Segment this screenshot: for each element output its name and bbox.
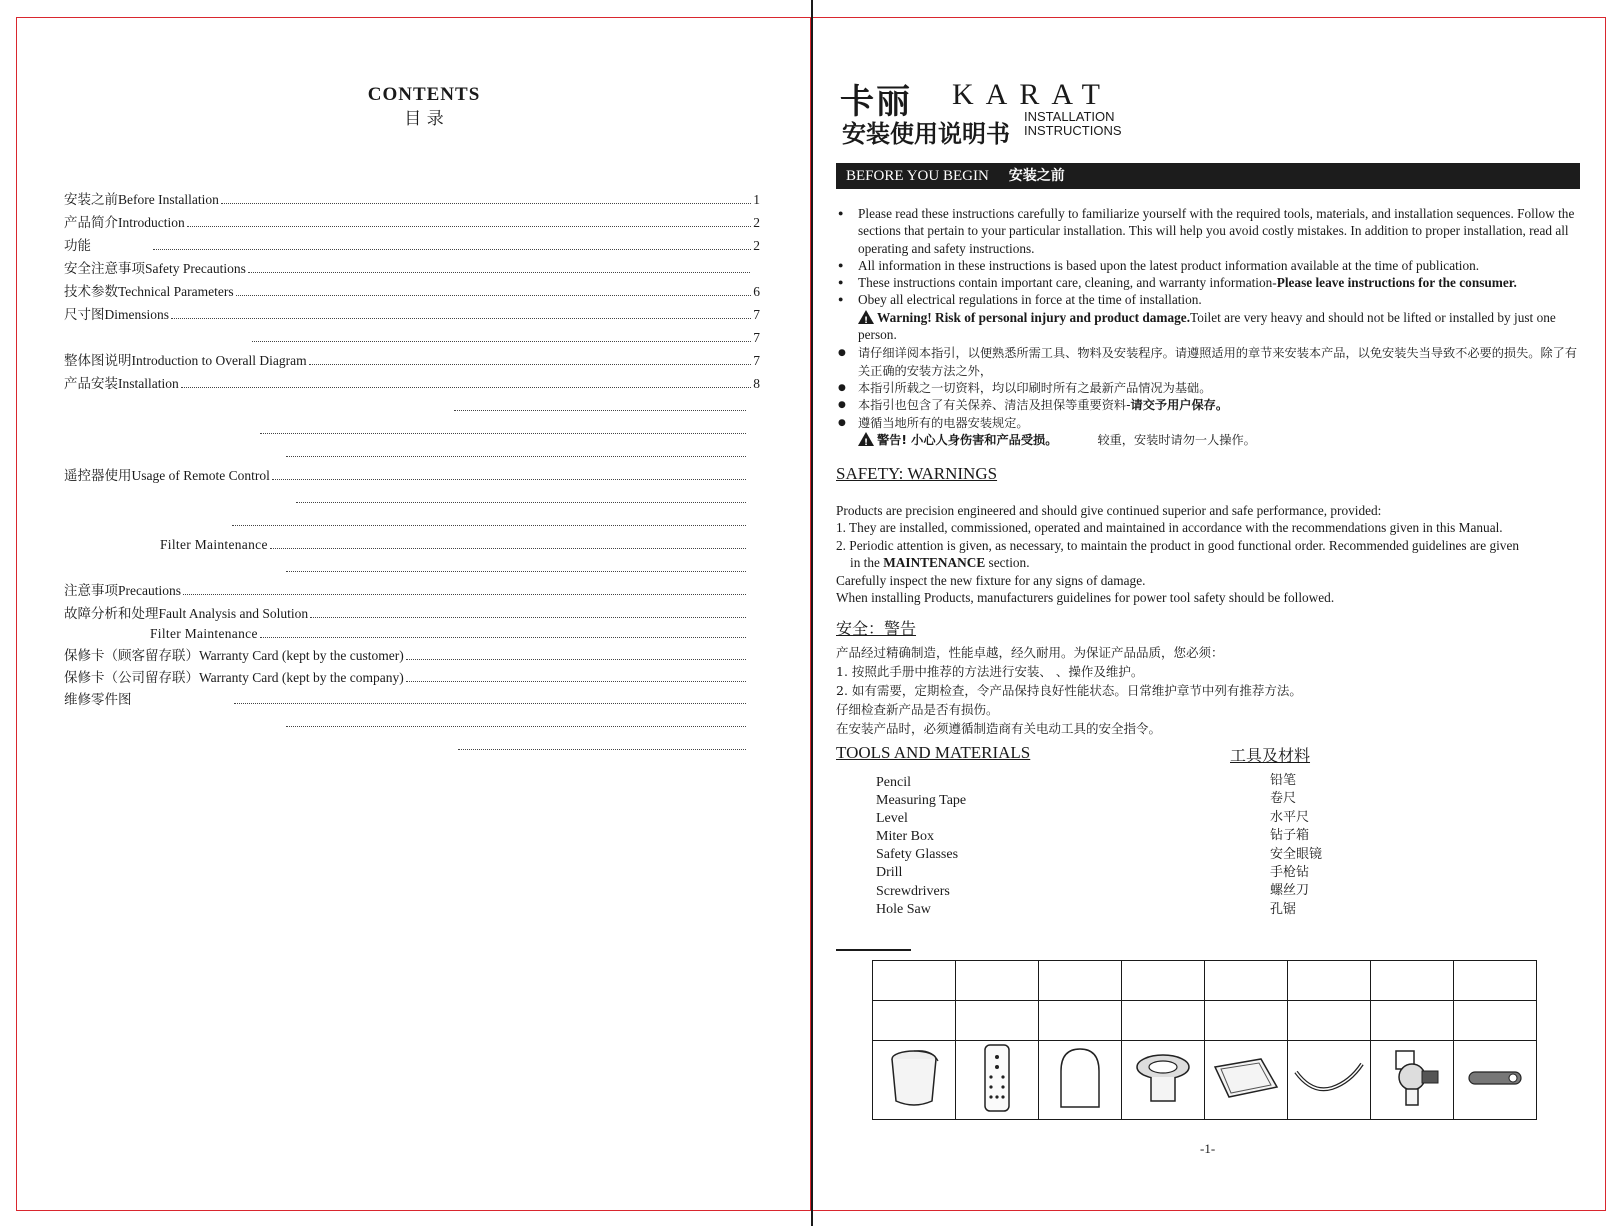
toc-entry bbox=[64, 190, 760, 208]
parts-heading-rule bbox=[836, 949, 911, 951]
parts-cell bbox=[1122, 961, 1205, 1001]
toc-entry bbox=[64, 690, 748, 708]
parts-cell bbox=[873, 961, 956, 1001]
toc-leader-dots bbox=[286, 456, 746, 457]
parts-cell bbox=[956, 1001, 1039, 1041]
before-you-begin-list bbox=[836, 205, 1581, 449]
tool-item-cn: 钻子箱 bbox=[1270, 828, 1310, 844]
toc-entry-label: 注意事项Precautions bbox=[64, 583, 181, 598]
toc-leader-dots bbox=[454, 410, 746, 411]
parts-cell bbox=[1039, 961, 1122, 1001]
toc-leader-dots bbox=[270, 548, 746, 549]
contents-title-cn: 目 录 bbox=[404, 109, 444, 129]
toilet-icon bbox=[878, 1045, 950, 1111]
toc-entry-label: 技术参数Technical Parameters bbox=[64, 284, 234, 299]
list-item bbox=[836, 274, 1581, 291]
parts-cell bbox=[1371, 1001, 1454, 1041]
toc-entry-label: 功能 bbox=[64, 238, 91, 253]
parts-cell bbox=[1039, 1041, 1122, 1120]
toc-entry bbox=[64, 581, 748, 599]
list-item: ● All information in these instructions is based upon the latest product information available at the time of publication. bbox=[836, 257, 1581, 274]
parts-cell bbox=[1454, 1001, 1537, 1041]
parts-cell bbox=[956, 961, 1039, 1001]
toc-leader-dots bbox=[260, 637, 746, 638]
parts-cell bbox=[1454, 961, 1537, 1001]
toc-entry bbox=[64, 604, 748, 622]
toc-leader-dots bbox=[183, 594, 746, 595]
list-item: ● Obey all electrical regulations in force at the time of installation. bbox=[836, 291, 1581, 308]
safety-warnings-heading-cn: 安全：警告 bbox=[836, 619, 917, 638]
toc-entry bbox=[230, 512, 748, 530]
toc-leader-dots bbox=[406, 659, 746, 660]
safety-line-part: section. bbox=[985, 555, 1030, 571]
toc-entry bbox=[452, 397, 748, 415]
toc-entry-label: 保修卡（公司留存联）Warranty Card (kept by the company) bbox=[64, 670, 404, 685]
parts-cell bbox=[873, 1041, 956, 1120]
flange-ring-icon bbox=[1131, 1045, 1195, 1111]
tool-item: Drill bbox=[876, 865, 903, 881]
seat-cover-icon bbox=[1055, 1045, 1105, 1111]
tool-item-cn: 水平尺 bbox=[1270, 809, 1310, 825]
parts-cell bbox=[1039, 1001, 1122, 1041]
toc-entry-label: Filter Maintenance bbox=[150, 626, 258, 641]
toc-entry bbox=[64, 646, 748, 664]
parts-cell bbox=[1454, 1041, 1537, 1120]
tool-item: Screwdrivers bbox=[876, 883, 950, 899]
safety-line-cn: 产品经过精确制造，性能卓越，经久耐用。为保证产品品质，您必须： bbox=[836, 645, 1224, 660]
angle-valve-icon bbox=[1382, 1043, 1442, 1113]
toc-leader-dots bbox=[187, 226, 752, 227]
tool-item: Measuring Tape bbox=[876, 793, 967, 809]
safety-line bbox=[836, 554, 1581, 571]
document-title-en-line2: INSTRUCTIONS bbox=[1024, 123, 1122, 138]
toc-entry-page: 7 bbox=[753, 307, 760, 322]
toc-leader-dots bbox=[286, 726, 746, 727]
toc-entry-page: 2 bbox=[753, 215, 760, 230]
toc-leader-dots bbox=[260, 433, 746, 434]
toc-entry bbox=[456, 736, 748, 754]
safety-line: 1. They are installed, commissioned, operated and maintained in accordance with the recommendations given in this Manual. bbox=[836, 520, 1503, 536]
list-item-text: 本指引也包含了有关保养、清洁及担保等重要资料- bbox=[858, 398, 1131, 413]
warning-text-en: Toilet are very heavy and should not be lifted or installed by just one person. bbox=[858, 309, 1556, 343]
document-title-cn: 安装使用说明书 bbox=[842, 119, 1010, 148]
parts-cell bbox=[1122, 1041, 1205, 1120]
hose-icon bbox=[1292, 1058, 1366, 1098]
toc-entry-page: 8 bbox=[753, 376, 760, 391]
list-item-text: These instructions contain important care, cleaning, and warranty information- bbox=[858, 275, 1277, 291]
toc-leader-dots bbox=[406, 681, 746, 682]
toc-entry-label: 保修卡（顾客留存联）Warranty Card (kept by the customer) bbox=[64, 648, 404, 663]
tool-item-cn: 孔锯 bbox=[1270, 901, 1297, 917]
toc-entry bbox=[64, 351, 760, 369]
toc-leader-dots bbox=[296, 502, 746, 503]
parts-cell bbox=[873, 1001, 956, 1041]
parts-cell bbox=[1288, 961, 1371, 1001]
list-item-cn: ● 请仔细详阅本指引，以便熟悉所需工具、物料及安装程序。请遵照适用的章节来安装本产品，以免安装失当导致不必要的损失。除了有关正确的安装方法之外， bbox=[836, 345, 1581, 380]
toc-entry bbox=[64, 282, 760, 300]
safety-line: Products are precision engineered and should give continued superior and safe performance, provided: bbox=[836, 503, 1382, 518]
toc-entry-label: Filter Maintenance bbox=[160, 537, 268, 552]
toc-entry bbox=[258, 420, 748, 438]
toc-entry bbox=[284, 558, 748, 576]
list-item-cn: ● 本指引所载之一切资料，均以印刷时所有之最新产品情况为基础。 bbox=[836, 380, 1581, 397]
warning-bold-en: Warning! Risk of personal injury and product damage. bbox=[877, 309, 1191, 325]
center-divider bbox=[811, 0, 813, 1226]
safety-warnings-text-cn bbox=[836, 643, 1581, 738]
toc-entry bbox=[284, 443, 748, 461]
toc-entry-label: 安装之前Before Installation bbox=[64, 192, 219, 207]
section-header-before-you-begin bbox=[836, 163, 1580, 189]
toc-leader-dots bbox=[181, 387, 752, 388]
toc-entry bbox=[250, 328, 760, 346]
tools-list-en bbox=[876, 774, 966, 919]
document-title-en-line1: INSTALLATION bbox=[1024, 109, 1115, 124]
parts-cell bbox=[1371, 1041, 1454, 1120]
mat-icon bbox=[1211, 1053, 1281, 1103]
maintenance-emphasis: MAINTENANCE bbox=[883, 555, 986, 571]
toc-entry bbox=[160, 535, 748, 553]
tools-heading: TOOLS AND MATERIALS bbox=[836, 743, 1031, 762]
warning-triangle-icon bbox=[858, 432, 874, 446]
toc-leader-dots bbox=[310, 617, 746, 618]
toc-leader-dots bbox=[232, 525, 746, 526]
safety-line-cn: 在安装产品时，必须遵循制造商有关电动工具的安全指令。 bbox=[836, 721, 1162, 736]
toc-entry bbox=[64, 466, 748, 484]
toc-entry bbox=[64, 236, 760, 254]
list-item-emphasis: 请交予用户保存。 bbox=[1130, 398, 1229, 413]
tool-item-cn: 铅笔 bbox=[1270, 773, 1297, 788]
contents-title: CONTENTS bbox=[367, 84, 481, 105]
parts-cell bbox=[1288, 1001, 1371, 1041]
toc-leader-dots bbox=[458, 749, 746, 750]
toc-entry bbox=[294, 489, 748, 507]
tool-item-cn: 安全眼镜 bbox=[1270, 846, 1323, 862]
section-header-en: BEFORE YOU BEGIN bbox=[846, 168, 989, 184]
safety-line-cn: 2. 如有需要，定期检查，令产品保持良好性能状态。日常维护章节中列有推荐方法。 bbox=[836, 683, 1302, 698]
toc-leader-dots bbox=[234, 703, 747, 704]
warning-line-en bbox=[836, 309, 1581, 344]
toc-entry-page: 7 bbox=[753, 330, 760, 345]
brand-logo-cn: 卡丽 bbox=[840, 82, 912, 122]
warning-triangle-icon bbox=[858, 310, 874, 324]
toc-entry bbox=[64, 374, 760, 392]
parts-row-images bbox=[873, 1041, 1537, 1120]
toc-entry-page: 6 bbox=[753, 284, 760, 299]
toc-entry-label: 尺寸图Dimensions bbox=[64, 307, 170, 322]
safety-line: Carefully inspect the new fixture for any signs of damage. bbox=[836, 572, 1146, 588]
safety-line-cn: 1. 按照此手册中推荐的方法进行安装、 、操作及维护。 bbox=[836, 664, 1144, 679]
list-item-cn: ● 遵循当地所有的电器安装规定。 bbox=[836, 415, 1581, 432]
toc-entry bbox=[150, 624, 748, 642]
toc-entry-label: 产品简介Introduction bbox=[64, 215, 185, 230]
toc-leader-dots bbox=[252, 341, 751, 342]
remote-control-icon bbox=[977, 1043, 1017, 1113]
parts-cell bbox=[1371, 961, 1454, 1001]
safety-line-cn: 仔细检查新产品是否有损伤。 bbox=[836, 702, 999, 717]
tool-item: Hole Saw bbox=[876, 901, 931, 917]
tool-item: Miter Box bbox=[876, 829, 934, 845]
toc-entry bbox=[284, 713, 748, 731]
safety-line: When installing Products, manufacturers guidelines for power tool safety should be followed. bbox=[836, 590, 1335, 606]
toc-entry bbox=[64, 259, 752, 277]
safety-warnings-text bbox=[836, 502, 1581, 606]
parts-row-names bbox=[873, 961, 1537, 1001]
toc-leader-dots bbox=[309, 364, 752, 365]
parts-cell bbox=[1205, 1001, 1288, 1041]
toc-leader-dots bbox=[236, 295, 752, 296]
toc-leader-dots bbox=[171, 318, 751, 319]
toc-entry-page: 2 bbox=[753, 238, 760, 253]
page-number: -1- bbox=[1200, 1141, 1216, 1156]
toc-entry-label: 遥控器使用Usage of Remote Control bbox=[64, 468, 270, 483]
toc-entry bbox=[64, 668, 748, 686]
list-item: ● Please read these instructions carefully to familiarize yourself with the required tools, materials, and installation sequences. Follow the sections that pertain to your particular installation. This will help you avoid costly mistakes. In addition to proper installation, read all operating and safety instructions. bbox=[836, 205, 1581, 257]
toc-entry bbox=[64, 305, 760, 323]
brand-logo-en: KARAT bbox=[952, 78, 1113, 111]
tool-item-cn: 卷尺 bbox=[1270, 791, 1297, 807]
toc-entry-label: 产品安装Installation bbox=[64, 376, 179, 391]
toc-leader-dots bbox=[272, 479, 746, 480]
tool-item: Level bbox=[876, 811, 908, 827]
toc-entry-label: 维修零件图 bbox=[64, 692, 132, 707]
section-header-cn: 安装之前 bbox=[1008, 168, 1065, 184]
warning-text-cn: 较重，安装时请勿一人操作。 bbox=[1097, 432, 1256, 447]
tool-item: Safety Glasses bbox=[876, 847, 959, 863]
parts-cell bbox=[1122, 1001, 1205, 1041]
tool-item-cn: 螺丝刀 bbox=[1270, 883, 1310, 899]
tool-item: Pencil bbox=[876, 775, 911, 790]
safety-line-part: in the bbox=[850, 555, 884, 571]
warning-bold-cn: 警告! 小心人身伤害和产品受损。 bbox=[877, 432, 1058, 447]
toc-entry bbox=[64, 213, 760, 231]
document-title-en bbox=[1024, 110, 1122, 138]
toc-leader-dots bbox=[286, 571, 746, 572]
toc-entry-label: 安全注意事项Safety Precautions bbox=[64, 261, 246, 276]
tool-item-cn: 手枪钻 bbox=[1270, 865, 1310, 881]
tools-heading-cn: 工具及材料 bbox=[1230, 746, 1311, 765]
tools-list-cn bbox=[1270, 772, 1322, 919]
toc-entry-label: 故障分析和处理Fault Analysis and Solution bbox=[64, 606, 309, 621]
safety-line: 2. Periodic attention is given, as necessary, to maintain the product in good functional order. Recommended guidelines are given bbox=[836, 537, 1520, 553]
parts-cell bbox=[956, 1041, 1039, 1120]
toc-leader-dots bbox=[153, 249, 751, 250]
toc-leader-dots bbox=[248, 272, 750, 273]
parts-cell bbox=[1205, 961, 1288, 1001]
parts-cell bbox=[1288, 1041, 1371, 1120]
toc-entry-label: 整体图说明Introduction to Overall Diagram bbox=[64, 353, 307, 368]
warning-line-cn bbox=[836, 432, 1581, 449]
safety-warnings-heading: SAFETY: WARNINGS bbox=[836, 464, 998, 483]
parts-row-quantity bbox=[873, 1001, 1537, 1041]
toc-entry-page: 7 bbox=[753, 353, 760, 368]
toc-leader-dots bbox=[221, 203, 751, 204]
parts-cell bbox=[1205, 1041, 1288, 1120]
bolt-icon bbox=[1463, 1066, 1527, 1090]
parts-table bbox=[872, 960, 1537, 1120]
list-item-cn bbox=[836, 397, 1581, 414]
toc-entry-page: 1 bbox=[753, 192, 760, 207]
list-item-emphasis: Please leave instructions for the consumer. bbox=[1276, 275, 1517, 291]
